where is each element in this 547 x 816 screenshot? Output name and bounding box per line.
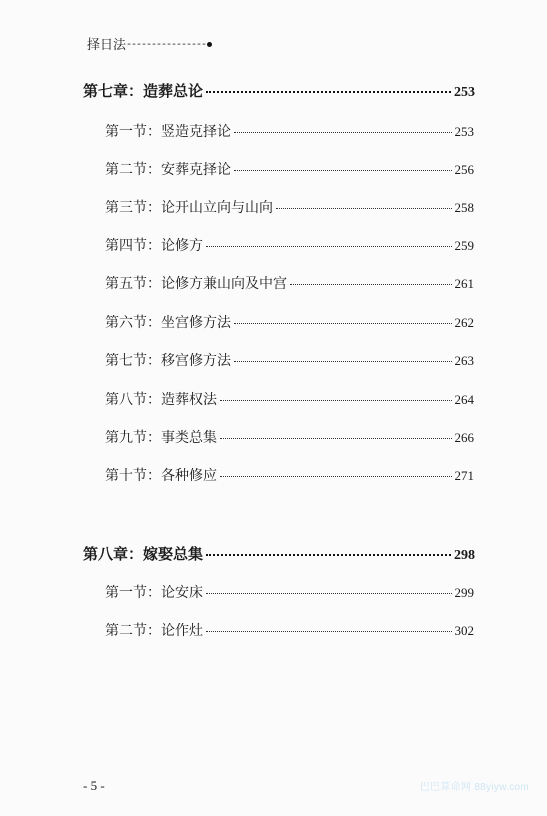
chapter-title: 第八章：嫁娶总集	[83, 545, 204, 563]
site-watermark: 巴巴算命网 88yiyw.com	[419, 782, 529, 793]
toc-section[interactable]	[105, 197, 474, 217]
chapter-title: 第七章：造葬总论	[83, 82, 204, 100]
dot-leader	[206, 246, 452, 247]
section-page-number: 259	[454, 238, 474, 253]
bullet-dot-icon	[207, 42, 212, 47]
section-title: 第二节：安葬克择论	[105, 162, 231, 178]
chapter-page-number: 298	[454, 548, 475, 563]
header-dash-leader: ----------------	[126, 40, 207, 51]
dot-leader	[234, 170, 452, 171]
section-page-number: 264	[454, 392, 474, 407]
section-title: 第七节：移宫修方法	[105, 353, 231, 369]
section-page-number: 253	[454, 124, 474, 139]
toc-section[interactable]	[105, 582, 474, 602]
toc-section[interactable]	[105, 312, 474, 332]
section-page-number: 256	[454, 162, 474, 177]
dot-leader	[234, 361, 452, 362]
running-header	[87, 34, 212, 53]
section-title: 第四节：论修方	[105, 238, 203, 254]
section-page-number: 271	[454, 468, 474, 483]
dot-leader	[276, 208, 452, 209]
dot-leader	[206, 91, 451, 93]
section-title: 第八节：造葬权法	[105, 392, 217, 408]
section-page-number: 299	[454, 585, 474, 600]
section-title: 第十节：各种修应	[105, 468, 217, 484]
section-title: 第一节：论安床	[105, 585, 203, 601]
section-page-number: 262	[454, 315, 474, 330]
running-header-title: 择日法	[87, 38, 127, 53]
dot-leader	[206, 631, 452, 632]
section-title: 第五节：论修方兼山向及中宫	[105, 276, 287, 292]
dot-leader	[234, 323, 452, 324]
section-title: 第二节：论作灶	[105, 623, 203, 639]
toc-section[interactable]	[105, 235, 474, 255]
toc-chapter-7[interactable]	[83, 80, 475, 101]
dot-leader	[234, 132, 452, 133]
section-page-number: 261	[454, 276, 474, 291]
toc-section[interactable]	[105, 389, 474, 409]
toc-section[interactable]	[105, 620, 474, 640]
dot-leader	[206, 593, 452, 594]
section-page-number: 302	[454, 623, 474, 638]
section-title: 第六节：坐宫修方法	[105, 315, 231, 331]
section-page-number: 258	[454, 200, 474, 215]
toc-section[interactable]	[105, 427, 474, 447]
toc-section[interactable]	[105, 465, 474, 485]
section-page-number: 266	[454, 430, 474, 445]
toc-chapter-8[interactable]	[83, 543, 475, 564]
dot-leader	[220, 438, 452, 439]
dot-leader	[220, 400, 452, 401]
dot-leader	[206, 554, 451, 556]
section-page-number: 263	[454, 353, 474, 368]
section-title: 第一节：竖造克择论	[105, 124, 231, 140]
dot-leader	[290, 284, 452, 285]
toc-section[interactable]	[105, 350, 474, 370]
toc-section[interactable]	[105, 273, 474, 293]
section-title: 第九节：事类总集	[105, 430, 217, 446]
chapter-page-number: 253	[454, 85, 475, 100]
dot-leader	[220, 476, 452, 477]
section-title: 第三节：论开山立向与山向	[105, 200, 273, 216]
toc-section[interactable]	[105, 159, 474, 179]
page-number-footer: - 5 -	[83, 778, 105, 793]
toc-section[interactable]	[105, 121, 474, 141]
